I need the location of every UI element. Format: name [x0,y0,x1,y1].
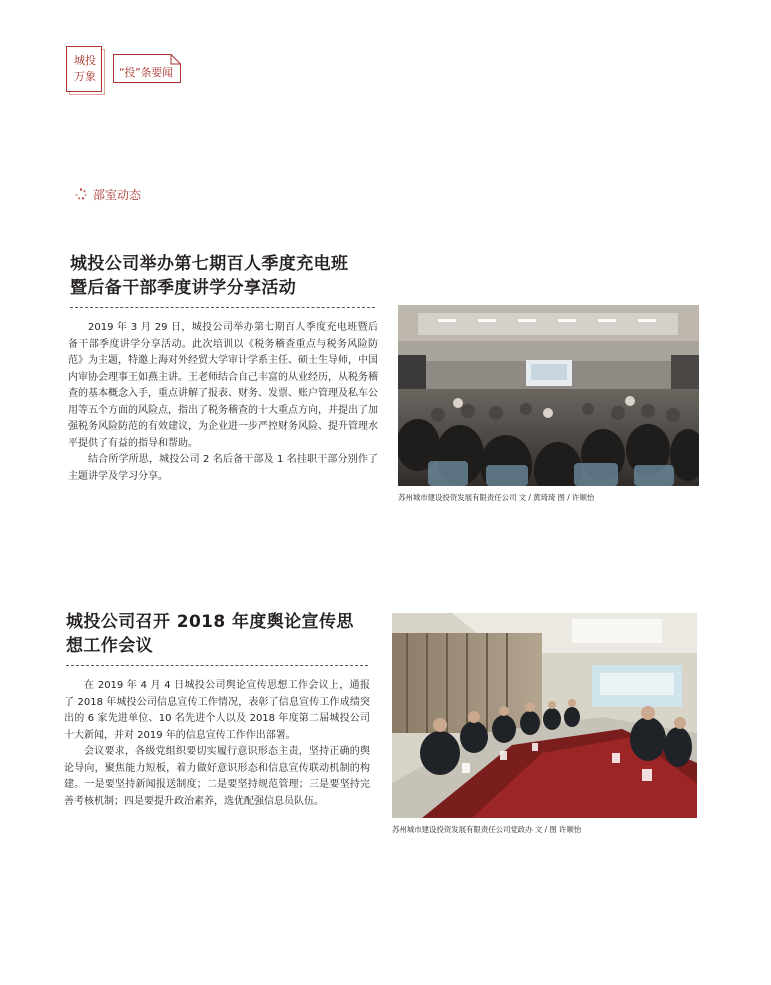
article1-paragraph2: 结合所学所思，城投公司 2 名后备干部及 1 名挂职干部分别作了主题讲学及学习分享。 [68,454,378,482]
section-tag-label: “投”条要闻 [119,66,173,79]
article1-lecture-photo [398,305,699,486]
section-label: 部室动态 [93,188,142,202]
logo-text-line1: 城投 [74,54,96,67]
article1-paragraph1: 2019 年 3 月 29 日，城投公司举办第七期百人季度充电班暨后备干部季度讲学分享活动。此次培训以《税务稽查重点与税务风险防范》为主题，特邀上海对外经贸大学审计学系主任、硕士生导师，中国内审协会理事王如燕主讲。王老师结合自己丰富的从业经历，从税务稽查的基本概念入手，重点讲解了报表、财务、发票、账户管理及私车公用等五个方面的风险点，指出了税务稽查的十大重点方向，并提出了加强税务风险防范的有效建议，为企业进一步严控财务风险、提升管理水平提供了有益的指导和帮助。 [68,322,378,449]
section-tag [113,54,181,82]
article2-meeting-photo [392,613,697,818]
article1-title-line1: 城投公司举办第七期百人季度充电班 [70,254,349,274]
article1-body [68,320,378,485]
dotted-circle-icon [75,188,87,200]
logo-text-line2: 万象 [74,70,96,83]
article1-photo-caption: 苏州城市建设投资发展有限责任公司 文 / 黄琦琦 图 / 许顺怡 [398,493,595,502]
article2-paragraph1: 在 2019 年 4 月 4 日城投公司舆论宣传思想工作会议上，通报了 2018 年城投公司信息宣传工作情况，表彰了信息宣传工作成绩突出的 6 家先进单位、10 名先进个人以及 2018 年度第二届城投公司十大新闻，并对 2019 年的信息宣传工作作出部署。 [64,680,370,741]
article2-photo-caption: 苏州城市建设投资发展有限责任公司党政办 文 / 图 许顺怡 [392,825,582,834]
article1-divider [70,307,375,308]
article1-title-line2: 暨后备干部季度讲学分享活动 [70,278,297,298]
article2-title-line1: 城投公司召开 2018 年度舆论宣传思 [66,612,354,632]
magazine-logo [66,46,102,92]
article2-body [64,678,370,810]
article2-divider [66,665,368,666]
article2-title-line2: 想工作会议 [66,636,153,656]
article2-paragraph2: 会议要求，各级党组织要切实履行意识形态主责，坚持正确的舆论导向，聚焦能力短板，着力做好意识形态和信息宣传联动机制的构建。一是要坚持新闻报送制度；二是要坚持规范管理；三是要坚持完善考核机制；四是要提升政治素养，选优配强信息员队伍。 [64,746,370,807]
